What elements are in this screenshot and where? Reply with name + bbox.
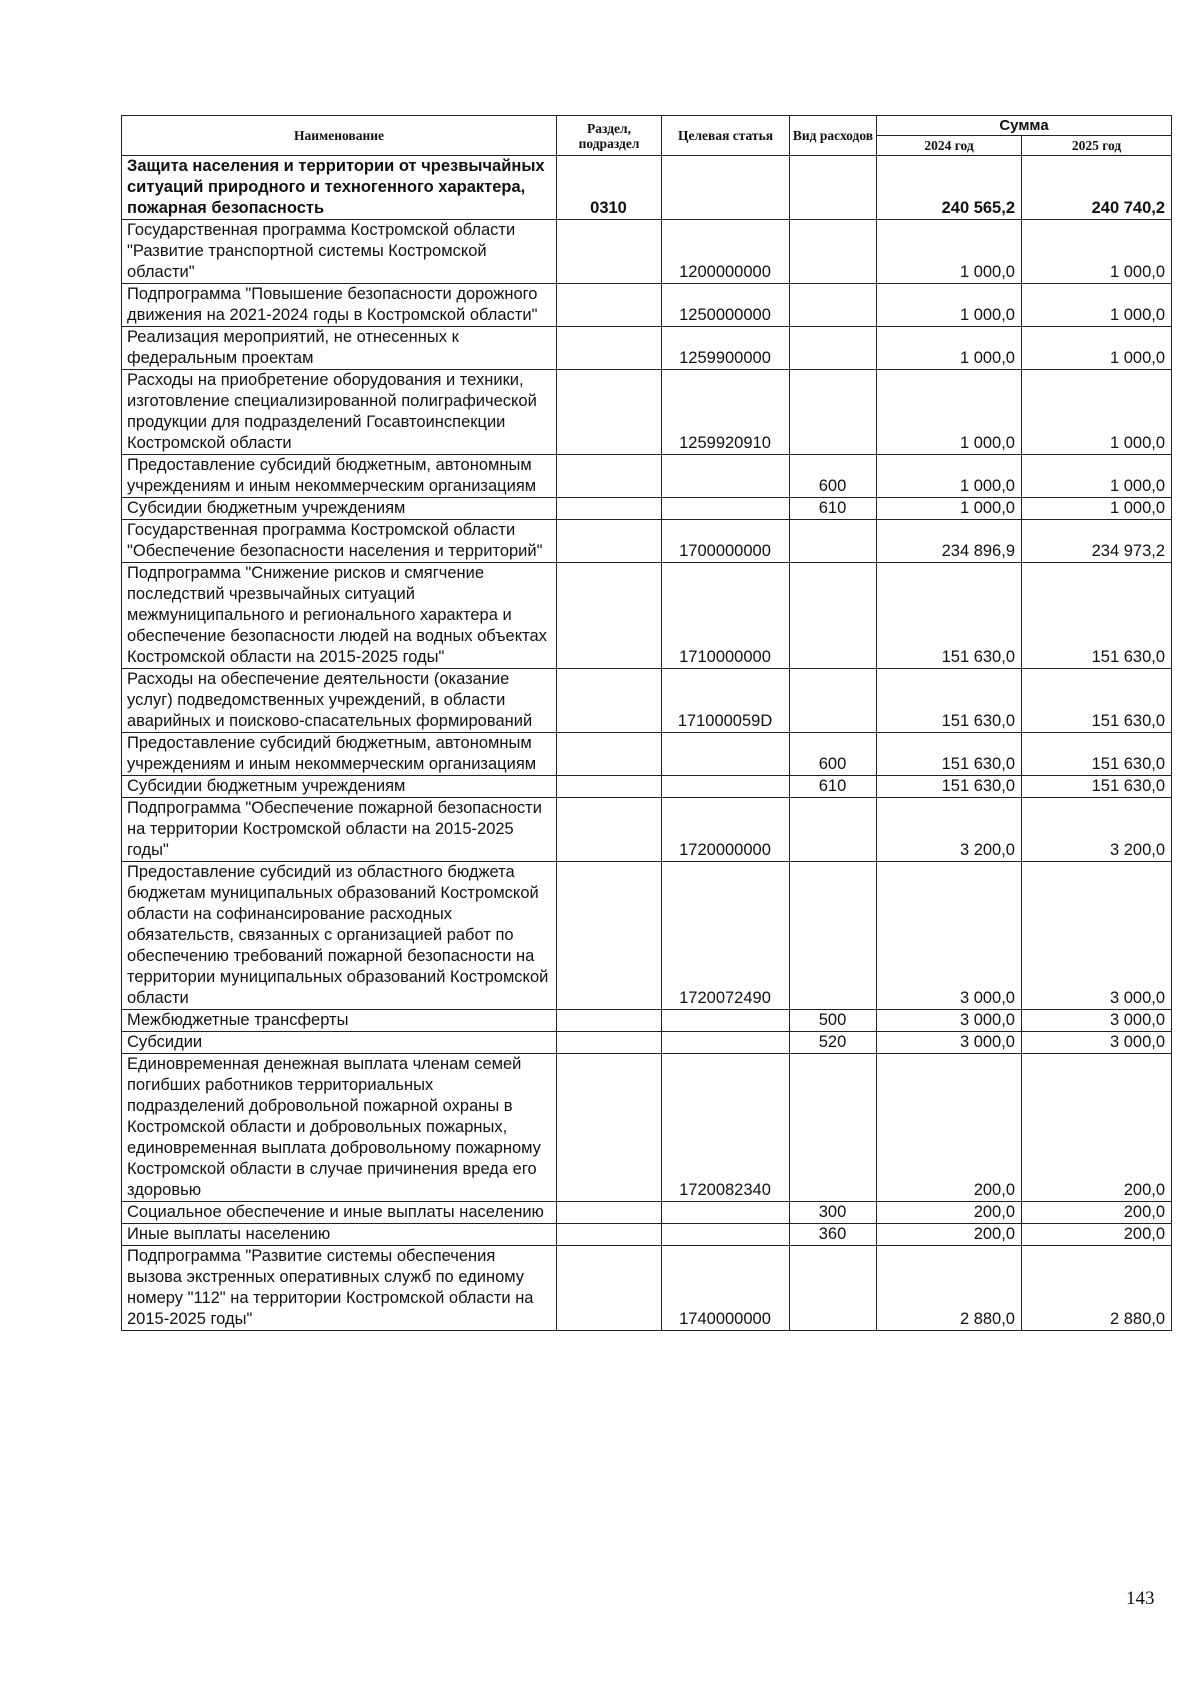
page-number: 143 [1126, 1588, 1155, 1609]
row-target [662, 1010, 790, 1032]
row-section [557, 220, 662, 284]
row-sum-2024: 3 000,0 [877, 862, 1022, 1010]
table-row [122, 733, 1172, 776]
row-name: Государственная программа Костромской области "Обеспечение безопасности населения и территорий" [122, 520, 557, 563]
row-type: 360 [790, 1224, 877, 1246]
row-sum-2025: 151 630,0 [1022, 776, 1172, 798]
row-name: Субсидии бюджетным учреждениям [122, 498, 557, 520]
row-sum-2025: 2 880,0 [1022, 1246, 1172, 1331]
row-section [557, 455, 662, 498]
row-section [557, 669, 662, 733]
row-sum-2025: 3 200,0 [1022, 798, 1172, 862]
row-name: Иные выплаты населению [122, 1224, 557, 1246]
row-name: Предоставление субсидий бюджетным, автономным учреждениям и иным некоммерческим организациям [122, 455, 557, 498]
row-section [557, 798, 662, 862]
row-sum-2025: 200,0 [1022, 1224, 1172, 1246]
table-row [122, 1224, 1172, 1246]
header-sum: Сумма [877, 116, 1172, 136]
row-type [790, 1246, 877, 1331]
row-target: 171000059D [662, 669, 790, 733]
row-type [790, 798, 877, 862]
row-section [557, 1246, 662, 1331]
row-sum-2025: 1 000,0 [1022, 455, 1172, 498]
row-name: Государственная программа Костромской области "Развитие транспортной системы Костромской области" [122, 220, 557, 284]
table-row [122, 1010, 1172, 1032]
header-year-2024: 2024 год [877, 136, 1022, 156]
row-target: 1250000000 [662, 284, 790, 327]
row-sum-2024: 1 000,0 [877, 284, 1022, 327]
row-sum-2024: 3 000,0 [877, 1032, 1022, 1054]
row-type [790, 156, 877, 220]
row-section [557, 862, 662, 1010]
row-name: Субсидии бюджетным учреждениям [122, 776, 557, 798]
table-row [122, 669, 1172, 733]
row-target [662, 1032, 790, 1054]
row-section [557, 1224, 662, 1246]
row-type [790, 220, 877, 284]
row-sum-2025: 200,0 [1022, 1202, 1172, 1224]
row-sum-2024: 200,0 [877, 1054, 1022, 1202]
row-type [790, 284, 877, 327]
row-sum-2025: 200,0 [1022, 1054, 1172, 1202]
row-name: Подпрограмма "Развитие системы обеспечения вызова экстренных оперативных служб по единому номеру "112" на территории Костромской области на 2015-2025 годы" [122, 1246, 557, 1331]
row-section [557, 1202, 662, 1224]
table-row [122, 563, 1172, 669]
row-target [662, 156, 790, 220]
row-type [790, 520, 877, 563]
row-name: Подпрограмма "Обеспечение пожарной безопасности на территории Костромской области на 2015-2025 годы" [122, 798, 557, 862]
row-section [557, 520, 662, 563]
row-sum-2025: 1 000,0 [1022, 284, 1172, 327]
table-row [122, 1246, 1172, 1331]
row-type: 500 [790, 1010, 877, 1032]
table-row [122, 327, 1172, 370]
header-name: Наименование [122, 116, 557, 156]
header-target: Целевая статья [662, 116, 790, 156]
row-sum-2024: 151 630,0 [877, 563, 1022, 669]
row-sum-2024: 151 630,0 [877, 776, 1022, 798]
row-type [790, 862, 877, 1010]
row-name: Единовременная денежная выплата членам семей погибших работников территориальных подразделений добровольной пожарной охраны в Костромской области и добровольных пожарных, единовременная выплата добровольному пожарному Костромской области в случае причинения вреда его здоровью [122, 1054, 557, 1202]
row-target: 1710000000 [662, 563, 790, 669]
row-sum-2024: 240 565,2 [877, 156, 1022, 220]
row-name: Социальное обеспечение и иные выплаты населению [122, 1202, 557, 1224]
table-row [122, 776, 1172, 798]
row-type: 300 [790, 1202, 877, 1224]
row-section [557, 563, 662, 669]
row-name: Предоставление субсидий бюджетным, автономным учреждениям и иным некоммерческим организациям [122, 733, 557, 776]
row-sum-2024: 1 000,0 [877, 220, 1022, 284]
table-row [122, 284, 1172, 327]
row-name: Межбюджетные трансферты [122, 1010, 557, 1032]
row-type: 610 [790, 498, 877, 520]
table-row [122, 1032, 1172, 1054]
row-sum-2025: 240 740,2 [1022, 156, 1172, 220]
row-sum-2024: 3 000,0 [877, 1010, 1022, 1032]
row-target [662, 1202, 790, 1224]
row-sum-2025: 3 000,0 [1022, 1032, 1172, 1054]
row-name: Расходы на приобретение оборудования и техники, изготовление специализированной полиграфической продукции для подразделений Госавтоинспекции Костромской области [122, 370, 557, 455]
row-sum-2024: 1 000,0 [877, 455, 1022, 498]
row-sum-2024: 1 000,0 [877, 498, 1022, 520]
row-sum-2024: 234 896,9 [877, 520, 1022, 563]
row-section [557, 1032, 662, 1054]
row-name: Защита населения и территории от чрезвычайных ситуаций природного и техногенного характера, пожарная безопасность [122, 156, 557, 220]
row-type [790, 327, 877, 370]
row-section [557, 370, 662, 455]
table-row [122, 1054, 1172, 1202]
table-row [122, 862, 1172, 1010]
budget-table [121, 115, 1172, 1331]
row-name: Подпрограмма "Снижение рисков и смягчение последствий чрезвычайных ситуаций межмуниципального и регионального характера и обеспечение безопасности людей на водных объектах Костромской области на 2015-2025 годы" [122, 563, 557, 669]
table-body [122, 156, 1172, 1331]
row-sum-2024: 2 880,0 [877, 1246, 1022, 1331]
row-sum-2025: 1 000,0 [1022, 327, 1172, 370]
row-sum-2025: 1 000,0 [1022, 220, 1172, 284]
row-name: Субсидии [122, 1032, 557, 1054]
row-target: 1740000000 [662, 1246, 790, 1331]
row-section [557, 284, 662, 327]
row-target: 1720072490 [662, 862, 790, 1010]
row-type: 600 [790, 733, 877, 776]
row-sum-2024: 1 000,0 [877, 370, 1022, 455]
header-year-2025: 2025 год [1022, 136, 1172, 156]
row-target [662, 1224, 790, 1246]
row-sum-2025: 151 630,0 [1022, 563, 1172, 669]
row-target [662, 733, 790, 776]
row-target: 1720082340 [662, 1054, 790, 1202]
row-target: 1720000000 [662, 798, 790, 862]
header-type: Вид расходов [790, 116, 877, 156]
row-name: Реализация мероприятий, не отнесенных к федеральным проектам [122, 327, 557, 370]
row-name: Предоставление субсидий из областного бюджета бюджетам муниципальных образований Костромской области на софинансирование расходных обязательств, связанных с организацией работ по обеспечению требований пожарной безопасности на территории муниципальных образований Костромской области [122, 862, 557, 1010]
table-header [122, 116, 1172, 156]
row-section [557, 776, 662, 798]
row-target: 1259900000 [662, 327, 790, 370]
row-section [557, 327, 662, 370]
row-section [557, 1010, 662, 1032]
header-section: Раздел, подраздел [557, 116, 662, 156]
row-target [662, 455, 790, 498]
row-sum-2024: 3 200,0 [877, 798, 1022, 862]
table-row [122, 1202, 1172, 1224]
row-sum-2024: 200,0 [877, 1202, 1022, 1224]
row-sum-2025: 3 000,0 [1022, 1010, 1172, 1032]
row-target: 1700000000 [662, 520, 790, 563]
table-row [122, 520, 1172, 563]
row-target [662, 776, 790, 798]
row-section: 0310 [557, 156, 662, 220]
row-type [790, 669, 877, 733]
row-name: Расходы на обеспечение деятельности (оказание услуг) подведомственных учреждений, в области аварийных и поисково-спасательных формирований [122, 669, 557, 733]
row-sum-2025: 1 000,0 [1022, 370, 1172, 455]
row-target: 1200000000 [662, 220, 790, 284]
table-row [122, 156, 1172, 220]
row-type [790, 1054, 877, 1202]
row-sum-2025: 151 630,0 [1022, 733, 1172, 776]
row-type: 600 [790, 455, 877, 498]
row-section [557, 733, 662, 776]
row-sum-2024: 1 000,0 [877, 327, 1022, 370]
row-sum-2025: 151 630,0 [1022, 669, 1172, 733]
table-row [122, 798, 1172, 862]
table-row [122, 455, 1172, 498]
row-target: 1259920910 [662, 370, 790, 455]
row-type [790, 370, 877, 455]
table-row [122, 498, 1172, 520]
row-type: 610 [790, 776, 877, 798]
row-sum-2024: 200,0 [877, 1224, 1022, 1246]
row-sum-2024: 151 630,0 [877, 669, 1022, 733]
row-type [790, 563, 877, 669]
row-sum-2025: 1 000,0 [1022, 498, 1172, 520]
table-row [122, 370, 1172, 455]
row-sum-2025: 3 000,0 [1022, 862, 1172, 1010]
row-sum-2025: 234 973,2 [1022, 520, 1172, 563]
row-name: Подпрограмма "Повышение безопасности дорожного движения на 2021-2024 годы в Костромской области" [122, 284, 557, 327]
row-target [662, 498, 790, 520]
table-row [122, 220, 1172, 284]
row-type: 520 [790, 1032, 877, 1054]
row-section [557, 498, 662, 520]
row-sum-2024: 151 630,0 [877, 733, 1022, 776]
row-section [557, 1054, 662, 1202]
